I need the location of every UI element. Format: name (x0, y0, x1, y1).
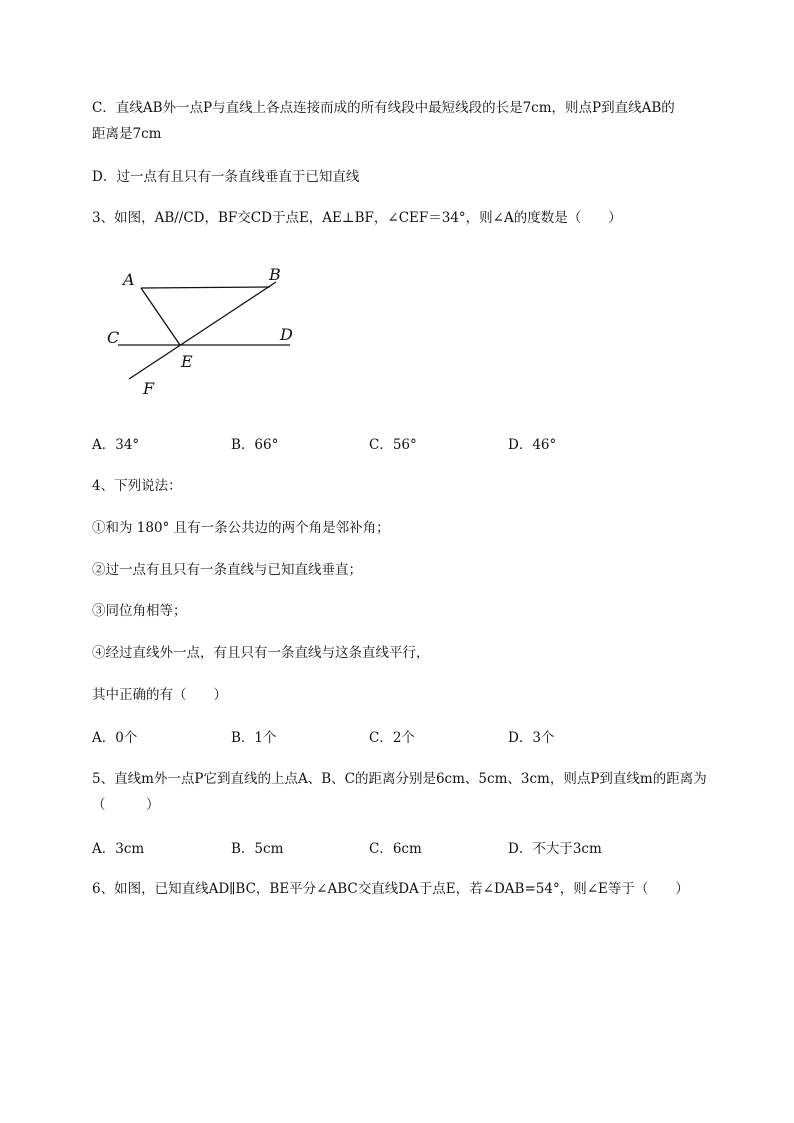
label-b: B (269, 265, 281, 284)
q5-option-a: A．3cm (92, 841, 145, 857)
q4-statement-3: ③同位角相等； (92, 603, 187, 619)
q2-option-c-line1: C．直线AB外一点P与直线上各点连接而成的所有线段中最短线段的长是7cm，则点P到直线AB的 (92, 100, 675, 116)
segment-ae (141, 288, 180, 345)
q3-option-a: A．34° (92, 437, 140, 453)
q4-statement-1: ①和为 180° 且有一条公共边的两个角是邻补角； (92, 520, 390, 536)
q6-stem: 6、如图，已知直线AD∥BC，BE平分∠ABC交直线DA于点E，若∠DAB=54°，则∠E等于（ ） (92, 881, 689, 897)
q4-statement-2: ②过一点有且只有一条直线与已知直线垂直； (92, 562, 362, 578)
segment-ab (141, 287, 270, 288)
label-a: A (123, 270, 135, 289)
q4-option-a: A．0个 (92, 730, 138, 746)
label-e: E (181, 352, 193, 371)
q5-option-c: C．6cm (369, 841, 422, 857)
label-f: F (143, 379, 155, 398)
q2-option-c-line2: 距离是7cm (92, 126, 162, 142)
label-d: D (280, 325, 293, 344)
q4-stem: 4、下列说法： (92, 478, 182, 494)
line-bf (129, 282, 276, 379)
q5-option-b: B．5cm (231, 841, 284, 857)
q4-option-b: B．1个 (231, 730, 277, 746)
q4-statement-4: ④经过直线外一点，有且只有一条直线与这条直线平行， (92, 645, 430, 661)
q5-stem: 5、直线m外一点P它到直线的上点A、B、C的距离分别是6cm、5cm、3cm，则点P到直线m的距离为（ ） (92, 771, 707, 813)
q2-option-d: D．过一点有且只有一条直线垂直于已知直线 (92, 169, 360, 185)
q3-option-b: B．66° (231, 437, 279, 453)
q5-option-d: D．不大于3cm (508, 841, 602, 857)
q4-option-c: C．2个 (369, 730, 415, 746)
q3-stem: 3、如图，AB//CD，BF交CD于点E，AE⊥BF，∠CEF＝34°，则∠A的度数是（ ） (92, 210, 622, 226)
q3-option-d: D．46° (508, 437, 557, 453)
q3-option-c: C．56° (369, 437, 417, 453)
label-c: C (107, 328, 120, 347)
q3-figure (100, 260, 310, 400)
q4-option-d: D．3个 (508, 730, 555, 746)
q4-question: 其中正确的有（ ） (92, 687, 227, 703)
